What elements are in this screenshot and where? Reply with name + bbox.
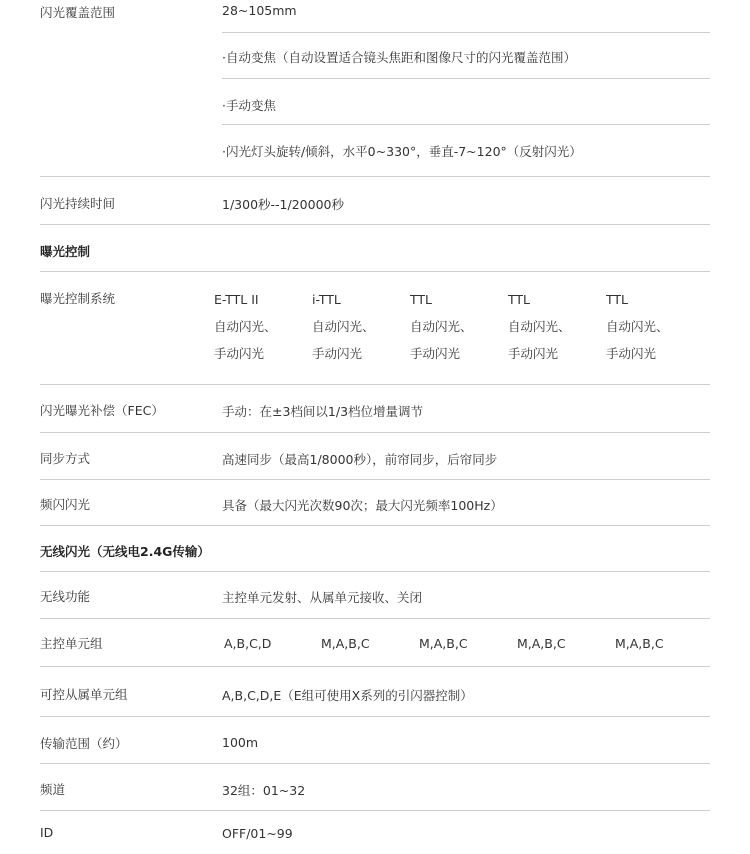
flash-coverage-note-head-rotation: ·闪光灯头旋转/倾斜，水平0~330°，垂直-7~120°（反射闪光） [222, 144, 582, 159]
master-group-label: 主控单元组 [40, 636, 103, 651]
divider [40, 271, 710, 272]
system-mode: 手动闪光 [214, 346, 265, 361]
exposure-system-column [410, 286, 473, 367]
exposure-system-label: 曝光控制系统 [40, 291, 116, 306]
divider [40, 763, 710, 764]
divider [222, 78, 710, 79]
divider [40, 525, 710, 526]
system-mode: 手动闪光 [508, 346, 559, 361]
divider [40, 224, 710, 225]
divider [40, 384, 710, 385]
system-name: TTL [410, 292, 433, 307]
divider [222, 124, 710, 125]
divider [40, 666, 710, 667]
channel-value: 32组：01~32 [222, 783, 306, 798]
wireless-function-value: 主控单元发射、从属单元接收、关闭 [222, 590, 423, 605]
flash-coverage-label: 闪光覆盖范围 [40, 5, 116, 20]
exposure-system-column [606, 286, 669, 367]
divider [40, 176, 710, 177]
system-name: TTL [508, 292, 531, 307]
flash-coverage-value: 28~105mm [222, 3, 297, 18]
system-name: i-TTL [312, 292, 341, 307]
divider [40, 618, 710, 619]
stroboscopic-label: 频闪闪光 [40, 497, 91, 512]
sync-label: 同步方式 [40, 451, 91, 466]
flash-coverage-note-manual-zoom: ·手动变焦 [222, 98, 276, 113]
divider [40, 810, 710, 811]
system-mode: 自动闪光、 [312, 319, 375, 334]
flash-coverage-note-auto-zoom: ·自动变焦（自动设置适合镜头焦距和图像尺寸的闪光覆盖范围） [222, 50, 576, 65]
id-value: OFF/01~99 [222, 826, 293, 841]
range-label: 传输范围（约） [40, 736, 128, 751]
divider [40, 479, 710, 480]
flash-duration-value: 1/300秒--1/20000秒 [222, 197, 344, 212]
id-label: ID [40, 825, 54, 840]
stroboscopic-value: 具备（最大闪光次数90次；最大闪光频率100Hz） [222, 498, 503, 513]
section-title-wireless: 无线闪光（无线电2.4G传输） [40, 544, 210, 559]
exposure-system-column [214, 286, 277, 367]
exposure-system-column [508, 286, 571, 367]
master-group-value: M,A,B,C [517, 636, 566, 651]
section-title-exposure: 曝光控制 [40, 244, 91, 259]
master-group-value: M,A,B,C [615, 636, 664, 651]
exposure-system-column [312, 286, 375, 367]
system-mode: 自动闪光、 [214, 319, 277, 334]
system-name: TTL [606, 292, 629, 307]
system-mode: 自动闪光、 [606, 319, 669, 334]
system-mode: 手动闪光 [312, 346, 363, 361]
system-mode: 自动闪光、 [410, 319, 473, 334]
slave-group-label: 可控从属单元组 [40, 687, 128, 702]
divider [40, 716, 710, 717]
channel-label: 频道 [40, 782, 66, 797]
system-mode: 手动闪光 [606, 346, 657, 361]
master-group-value: M,A,B,C [321, 636, 370, 651]
wireless-function-label: 无线功能 [40, 589, 91, 604]
fec-label: 闪光曝光补偿（FEC） [40, 403, 164, 418]
range-value: 100m [222, 735, 259, 750]
system-mode: 手动闪光 [410, 346, 461, 361]
system-name: E-TTL II [214, 292, 259, 307]
divider [40, 571, 710, 572]
fec-value: 手动：在±3档间以1/3档位增量调节 [222, 404, 424, 419]
master-group-value: A,B,C,D [224, 636, 272, 651]
flash-duration-label: 闪光持续时间 [40, 196, 116, 211]
master-group-value: M,A,B,C [419, 636, 468, 651]
sync-value: 高速同步（最高1/8000秒），前帘同步，后帘同步 [222, 452, 498, 467]
divider [222, 32, 710, 33]
slave-group-value: A,B,C,D,E（E组可使用X系列的引闪器控制） [222, 688, 473, 703]
divider [40, 432, 710, 433]
system-mode: 自动闪光、 [508, 319, 571, 334]
